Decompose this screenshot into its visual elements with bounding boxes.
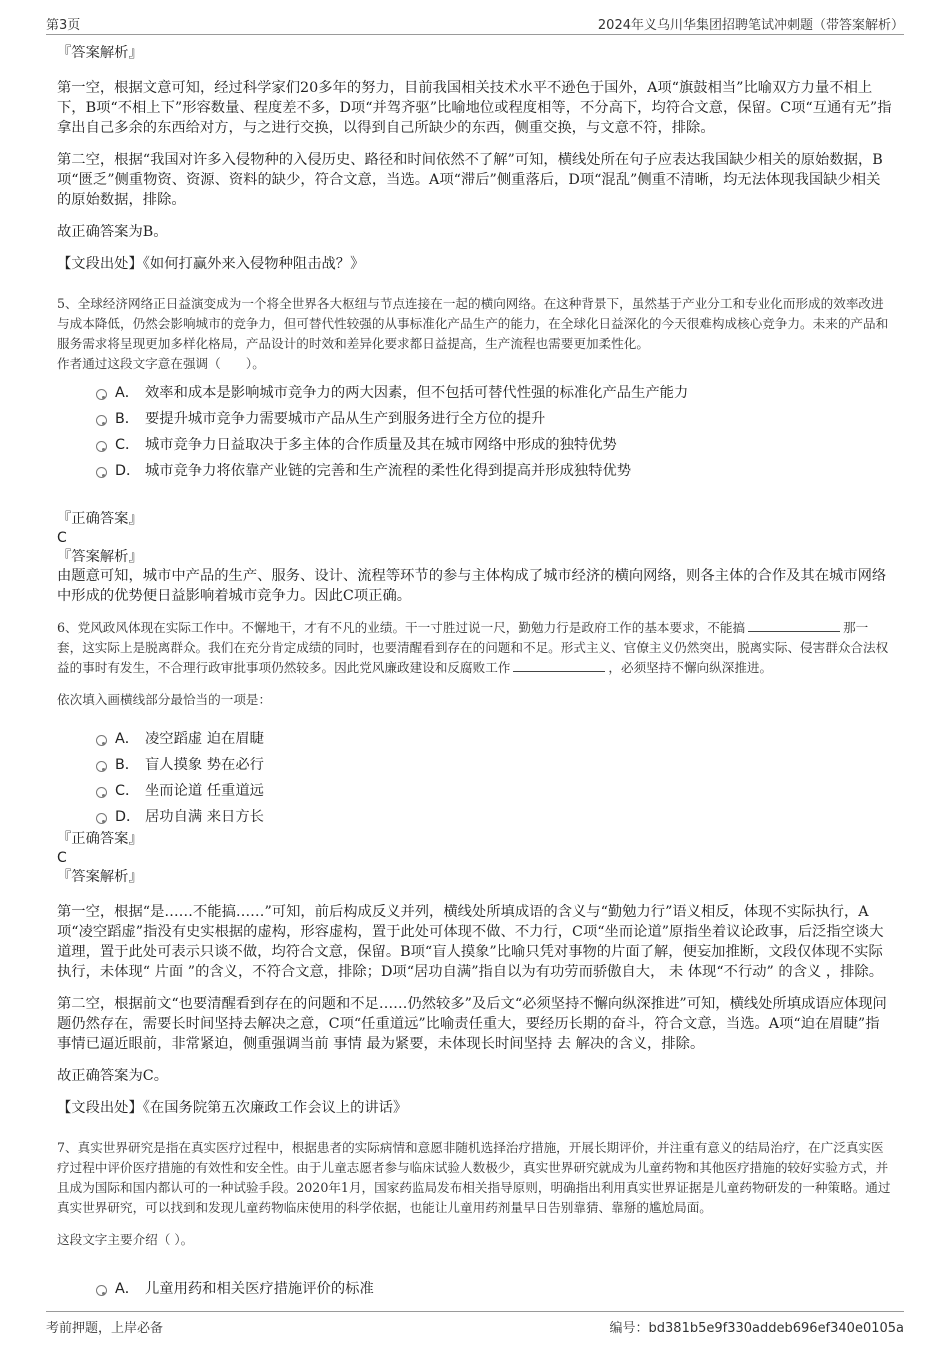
q4-analysis-para2: 第二空，根据“我国对许多入侵物种的入侵历史、路径和时间依然不了解”可知，横线处所在句子应表达我国缺少相关的原始数据，B项“匮乏”侧重物资、资源、资料的缺少，符合文意，当选。A项“滞后”侧重落后，D项“混乱”侧重不清晰，均无法体现我国缺少相关的原始数据，排除。 — [57, 152, 883, 208]
radio-button[interactable] — [96, 415, 107, 426]
option-letter: A． — [115, 1281, 140, 1297]
q6-option-a[interactable] — [96, 726, 893, 752]
q5-option-b[interactable] — [96, 406, 893, 432]
radio-button[interactable] — [96, 389, 107, 400]
option-letter: A． — [115, 731, 140, 747]
option-text: 城市竞争力将依靠产业链的完善和生产流程的柔性化得到提高并形成独特优势 — [145, 463, 632, 479]
option-text: 盲人摸象 势在必行 — [145, 757, 264, 773]
option-text: 凌空蹈虚 迫在眉睫 — [145, 731, 264, 747]
q4-analysis-para1: 第一空，根据文意可知，经过科学家们20多年的努力，目前我国相关技术水平不逊色于国外，A项“旗鼓相当”比喻双方力量不相上下，B项“不相上下”形容数量、程度差不多，D项“并驾齐驱”比喻地位或程度相等，不分高下，均符合文意，保留。C项“互通有无”指拿出自己多余的东西给对方，与之进行交换，以得到自己所缺少的东西，侧重交换，与文意不符，排除。 — [57, 80, 892, 136]
q5-stem: 5、全球经济网络正日益演变成为一个将全世界各大枢纽与节点连接在一起的横向网络。在这种背景下，虽然基于产业分工和专业化而形成的效率改进与成本降低，仍然会影响城市的竞争力，但可替代性较强的从事标准化产品生产的能力，在全球化日益深化的今天很难构成核心竞争力。未来的产品和服务需求将呈现更加多样化格局，产品设计的时效和差异化要求都日益提高，生产流程也需要更加柔性化。 — [57, 296, 889, 351]
option-text: 坐而论道 任重道远 — [145, 783, 264, 799]
q6-analysis-para2: 第二空，根据前文“也要清醒看到存在的问题和不足……仍然较多”及后文“必须坚持不懈向纵深推进”可知，横线处所填成语应体现问题仍然存在，需要长时间坚持去解决之意，C项“任重道远”比喻责任重大，要经历长期的奋斗，符合文意，当选。A项“迫在眉睫”指事情已逼近眼前，非常紧迫，侧重强调当前 事情 最为紧要，未体现长时间坚持 去 解决的含义，排除。 — [57, 996, 887, 1052]
q7-question: 这段文字主要介绍（ ）。 — [57, 1232, 194, 1247]
q6-stem-part1: 6、党风政风体现在实际工作中。不懈地干，才有不凡的业绩。干一寸胜过说一尺，勤勉力行是政府工作的基本要求，不能搞 — [57, 620, 746, 635]
q5-correct-mark: 『正确答案』 — [57, 511, 143, 527]
option-letter: B． — [115, 411, 140, 427]
option-letter: A． — [115, 385, 140, 401]
option-letter: B． — [115, 757, 140, 773]
q5-options — [96, 380, 893, 484]
q6-source-label: 【文段出处】 — [57, 1100, 143, 1116]
q6-correct-answer: C — [57, 850, 67, 866]
document-title: 2024年义乌川华集团招聘笔试冲刺题（带答案解析） — [597, 18, 904, 33]
page-footer — [46, 1311, 904, 1336]
q4-source-title: 《如何打赢外来入侵物种阻击战？》 — [142, 256, 365, 272]
q5-option-a[interactable] — [96, 380, 893, 406]
q6-conclusion: 故正确答案为C。 — [57, 1068, 169, 1084]
option-letter: D． — [115, 809, 141, 825]
q6-option-c[interactable] — [96, 778, 893, 804]
page-number: 第3页 — [46, 18, 81, 33]
option-text: 效率和成本是影响城市竞争力的两大因素，但不包括可替代性强的标准化产品生产能力 — [145, 385, 689, 401]
q6-stem — [57, 618, 893, 678]
option-letter: C． — [115, 437, 140, 453]
q6-option-d[interactable] — [96, 804, 893, 830]
q6-stem-part2: 那一套，这实际上是脱离群众。我们在充分肯定成绩的同时，也要清醒看到存在的问题和不足。形式主义、官僚主义仍然突出，脱离实际、侵害群众合法权益的事时有发生，不合理行政审批事项仍然较多。因此党风廉政建设和反腐败工作 — [57, 620, 889, 675]
option-text: 儿童用药和相关医疗措施评价的标准 — [145, 1281, 374, 1297]
radio-button[interactable] — [96, 813, 107, 824]
document-code: 编号：bd381b5e9f330addeb696ef340e0105a — [609, 1321, 904, 1336]
radio-button[interactable] — [96, 761, 107, 772]
blank-line — [748, 619, 840, 632]
option-letter: C． — [115, 783, 140, 799]
q6-source — [57, 1098, 893, 1118]
radio-button[interactable] — [96, 735, 107, 746]
radio-button[interactable] — [96, 787, 107, 798]
q5-correct-answer: C — [57, 530, 67, 546]
q5-analysis-mark: 『答案解析』 — [57, 549, 143, 565]
q4-analysis-mark: 『答案解析』 — [57, 45, 143, 61]
footer-slogan: 考前押题，上岸必备 — [46, 1321, 164, 1336]
q6-analysis-para1: 第一空，根据“是……不能搞……”可知，前后构成反义并列，横线处所填成语的含义与“勤勉力行”语义相反，体现不实际执行，A项“凌空蹈虚”指没有史实根据的虚构，形容虚构，置于此处可体现不做、不力行，C项“坐而论道”原指坐着议论政事，后泛指空谈大道理，置于此处可表示只谈不做，均符合文意，保留。B项“盲人摸象”比喻只凭对事物的片面了解，便妄加推断，文段仅体现不实际执行，未体现“ 片面 ”的含义，不符合文意，排除；D项“居功自满”指自以为有功劳而骄傲自大， 未 体现“不行动” 的含义 ，排除。 — [57, 904, 884, 980]
q5-question: 作者通过这段文字意在强调（ ）。 — [57, 356, 265, 371]
q5-option-c[interactable] — [96, 432, 893, 458]
page-content — [57, 44, 893, 1302]
q6-correct-mark: 『正确答案』 — [57, 831, 143, 847]
option-text: 城市竞争力日益取决于多主体的合作质量及其在城市网络中形成的独特优势 — [145, 437, 617, 453]
radio-button[interactable] — [96, 467, 107, 478]
q6-source-title: 《在国务院第五次廉政工作会议上的讲话》 — [142, 1100, 408, 1116]
q4-source — [57, 254, 893, 274]
q7-options — [96, 1276, 893, 1302]
q5-analysis: 由题意可知，城市中产品的生产、服务、设计、流程等环节的参与主体构成了城市经济的横向网络，则各主体的合作及其在城市网络中形成的优势便日益影响着城市竞争力。因此C项正确。 — [57, 568, 887, 604]
q7-option-a[interactable] — [96, 1276, 893, 1302]
q7-stem: 7、真实世界研究是指在真实医疗过程中，根据患者的实际病情和意愿非随机选择治疗措施，开展长期评价，并注重有意义的结局治疗，在广泛真实医疗过程中评价医疗措施的有效性和安全性。由于儿童志愿者参与临床试验人数极少，真实世界研究就成为儿童药物和其他医疗措施的较好实验方式，并且成为国际和国内都认可的一种试验手段。2020年1月，国家药监局发布相关指导原则，明确指出利用真实世界证据是儿童药物研发的一种策略。通过真实世界研究，可以找到和发现儿童药物临床使用的科学依据，也能让儿童用药剂量早日告别靠猜、靠掰的尴尬局面。 — [57, 1140, 891, 1215]
radio-button[interactable] — [96, 1285, 107, 1296]
q6-option-b[interactable] — [96, 752, 893, 778]
radio-button[interactable] — [96, 441, 107, 452]
option-text: 要提升城市竞争力需要城市产品从生产到服务进行全方位的提升 — [145, 411, 546, 427]
q5-option-d[interactable] — [96, 458, 893, 484]
q4-conclusion: 故正确答案为B。 — [57, 224, 168, 240]
q4-source-label: 【文段出处】 — [57, 256, 143, 272]
q6-stem-part3: ，必须坚持不懈向纵深推进。 — [608, 660, 773, 675]
q6-question: 依次填入画横线部分最恰当的一项是： — [57, 692, 272, 707]
page-header — [46, 12, 904, 35]
option-letter: D． — [115, 463, 141, 479]
q6-analysis-mark: 『答案解析』 — [57, 869, 143, 885]
option-text: 居功自满 来日方长 — [145, 809, 264, 825]
q6-options — [96, 726, 893, 830]
blank-line — [513, 659, 605, 672]
